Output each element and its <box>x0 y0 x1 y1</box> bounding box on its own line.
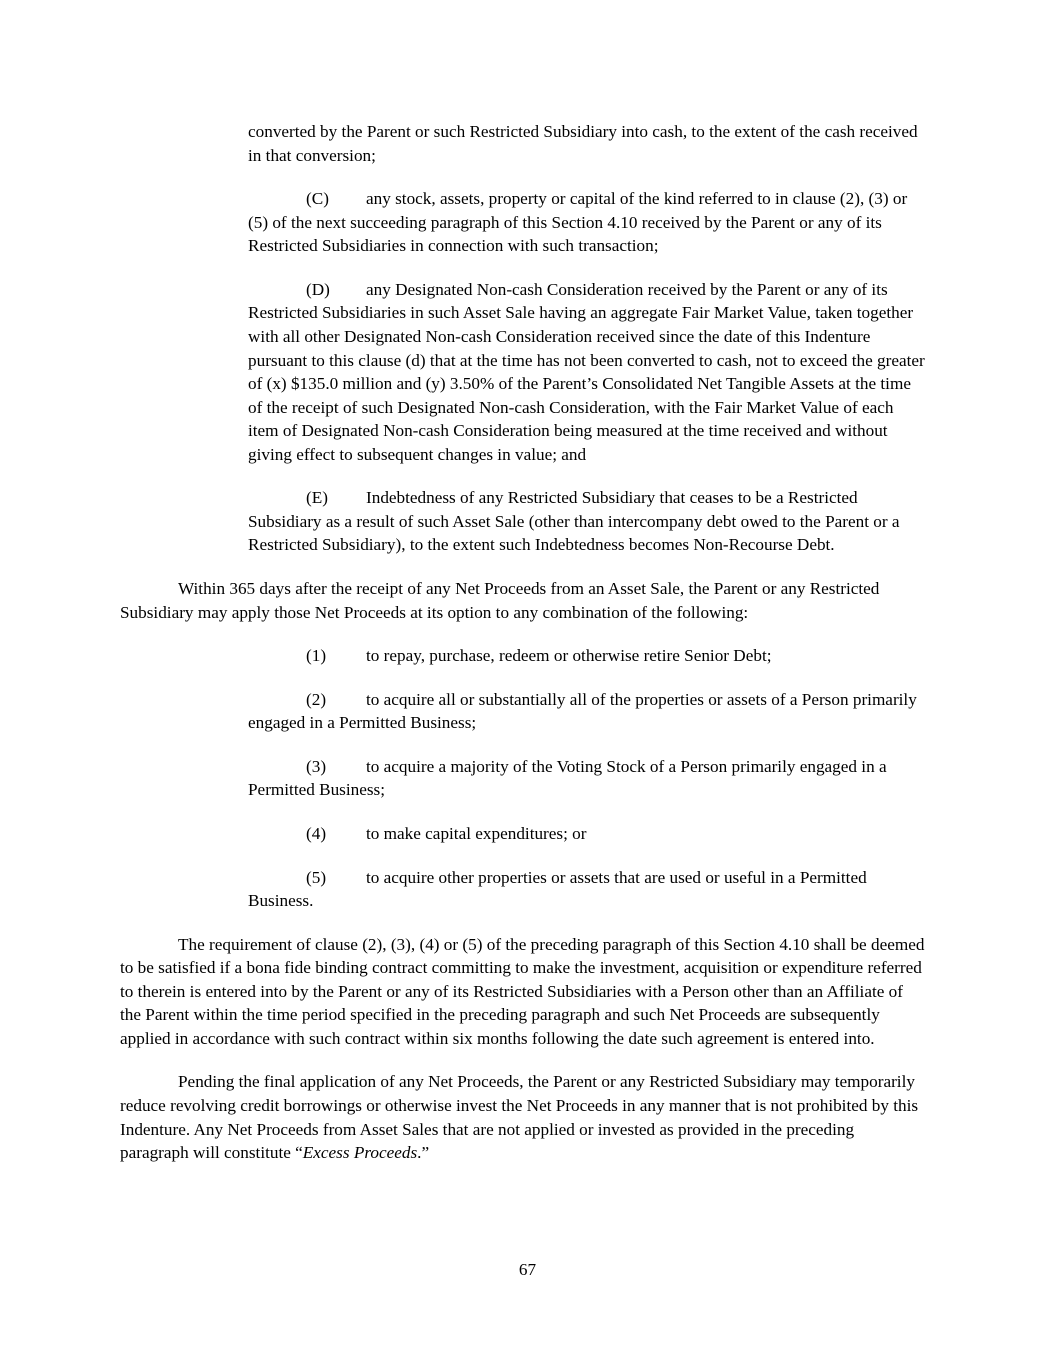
document-body <box>120 120 935 1165</box>
excess-proceeds-term: Excess Proceeds <box>302 1143 418 1163</box>
list-item-5-tag: (5) <box>306 867 327 887</box>
list-item-4-tag: (4) <box>306 823 327 843</box>
list-item-1 <box>248 644 927 668</box>
list-item-3 <box>248 755 927 802</box>
paragraph-pending-final-application <box>120 1070 927 1164</box>
pending-lead-text: Pending the final application of any Net Proceeds, the Parent or any Restricted Subsidiary may temporarily reduce revolving credit borrowings or otherwise invest the Net Proceeds in any manner that is not prohibited by this Indenture. Any Net Proceeds from Asset Sales that are not applied or invested as provided in the preceding paragraph will constitute “ <box>120 1072 919 1163</box>
list-item-1-tag: (1) <box>306 646 327 666</box>
clause-c-tag: (C) <box>306 189 329 209</box>
paragraph-within-365-days: Within 365 days after the receipt of any Net Proceeds from an Asset Sale, the Parent or any Restricted Subsidiary may apply those Net Proceeds at its option to any combination of the following: <box>120 579 880 622</box>
clause-d-text: any Designated Non-cash Consideration received by the Parent or any of its Restricted Subsidiaries in such Asset Sale having an aggregate Fair Market Value, taken together with all other Designated Non-cash Consideration received since the date of this Indenture pursuant to this clause (d) that at the time has not been converted to cash, not to exceed the greater of (x) $135.0 million and (y) 3.50% of the Parent’s Consolidated Net Tangible Assets at the time of the receipt of such Designated Non-cash Consideration, with the Fair Market Value of each item of Designated Non-cash Consideration being measured at the time received and without giving effect to subsequent changes in value; and <box>248 279 925 464</box>
list-item-2 <box>248 688 927 735</box>
list-item-3-text: to acquire a majority of the Voting Stock of a Person primarily engaged in a Permitted Business; <box>248 756 887 800</box>
list-item-4-text: to make capital expenditures; or <box>366 823 587 843</box>
list-item-4 <box>248 822 927 846</box>
clause-c <box>248 187 927 258</box>
list-item-1-text: to repay, purchase, redeem or otherwise retire Senior Debt; <box>366 646 772 666</box>
list-item-5 <box>248 866 927 913</box>
clause-d-tag: (D) <box>306 279 330 299</box>
clause-c-text: any stock, assets, property or capital of the kind referred to in clause (2), (3) or (5) of the next succeeding paragraph of this Section 4.10 received by the Parent or any of its Restricted Subsidiaries in connection with such transaction; <box>248 189 908 256</box>
list-item-5-text: to acquire other properties or assets that are used or useful in a Permitted Business. <box>248 867 867 911</box>
paragraph-requirement-of-clause: The requirement of clause (2), (3), (4) or (5) of the preceding paragraph of this Section 4.10 shall be deemed to be satisfied if a bona fide binding contract committing to make the investment, acquisition or expenditure referred to therein is entered into by the Parent or any of its Restricted Subsidiaries with a Person other than an Affiliate of the Parent within the time period specified in the preceding paragraph and such Net Proceeds are subsequently applied in accordance with such contract within six months following the date such agreement is entered into. <box>120 934 925 1048</box>
list-item-3-tag: (3) <box>306 756 327 776</box>
clause-e-text: Indebtedness of any Restricted Subsidiary that ceases to be a Restricted Subsidiary as a result of such Asset Sale (other than intercompany debt owed to the Parent or a Restricted Subsidiary), to the extent such Indebtedness becomes Non-Recourse Debt. <box>248 488 900 555</box>
clause-e <box>248 486 927 557</box>
list-item-2-text: to acquire all or substantially all of the properties or assets of a Person primarily engaged in a Permitted Business; <box>248 689 917 733</box>
list-item-2-tag: (2) <box>306 689 327 709</box>
clause-e-tag: (E) <box>306 488 328 508</box>
pending-tail-text: .” <box>417 1143 430 1163</box>
clause-d <box>248 278 927 467</box>
page-number: 67 <box>518 1260 537 1279</box>
paragraph-continuation: converted by the Parent or such Restricted Subsidiary into cash, to the extent of the cash received in that conversion; <box>248 122 918 165</box>
